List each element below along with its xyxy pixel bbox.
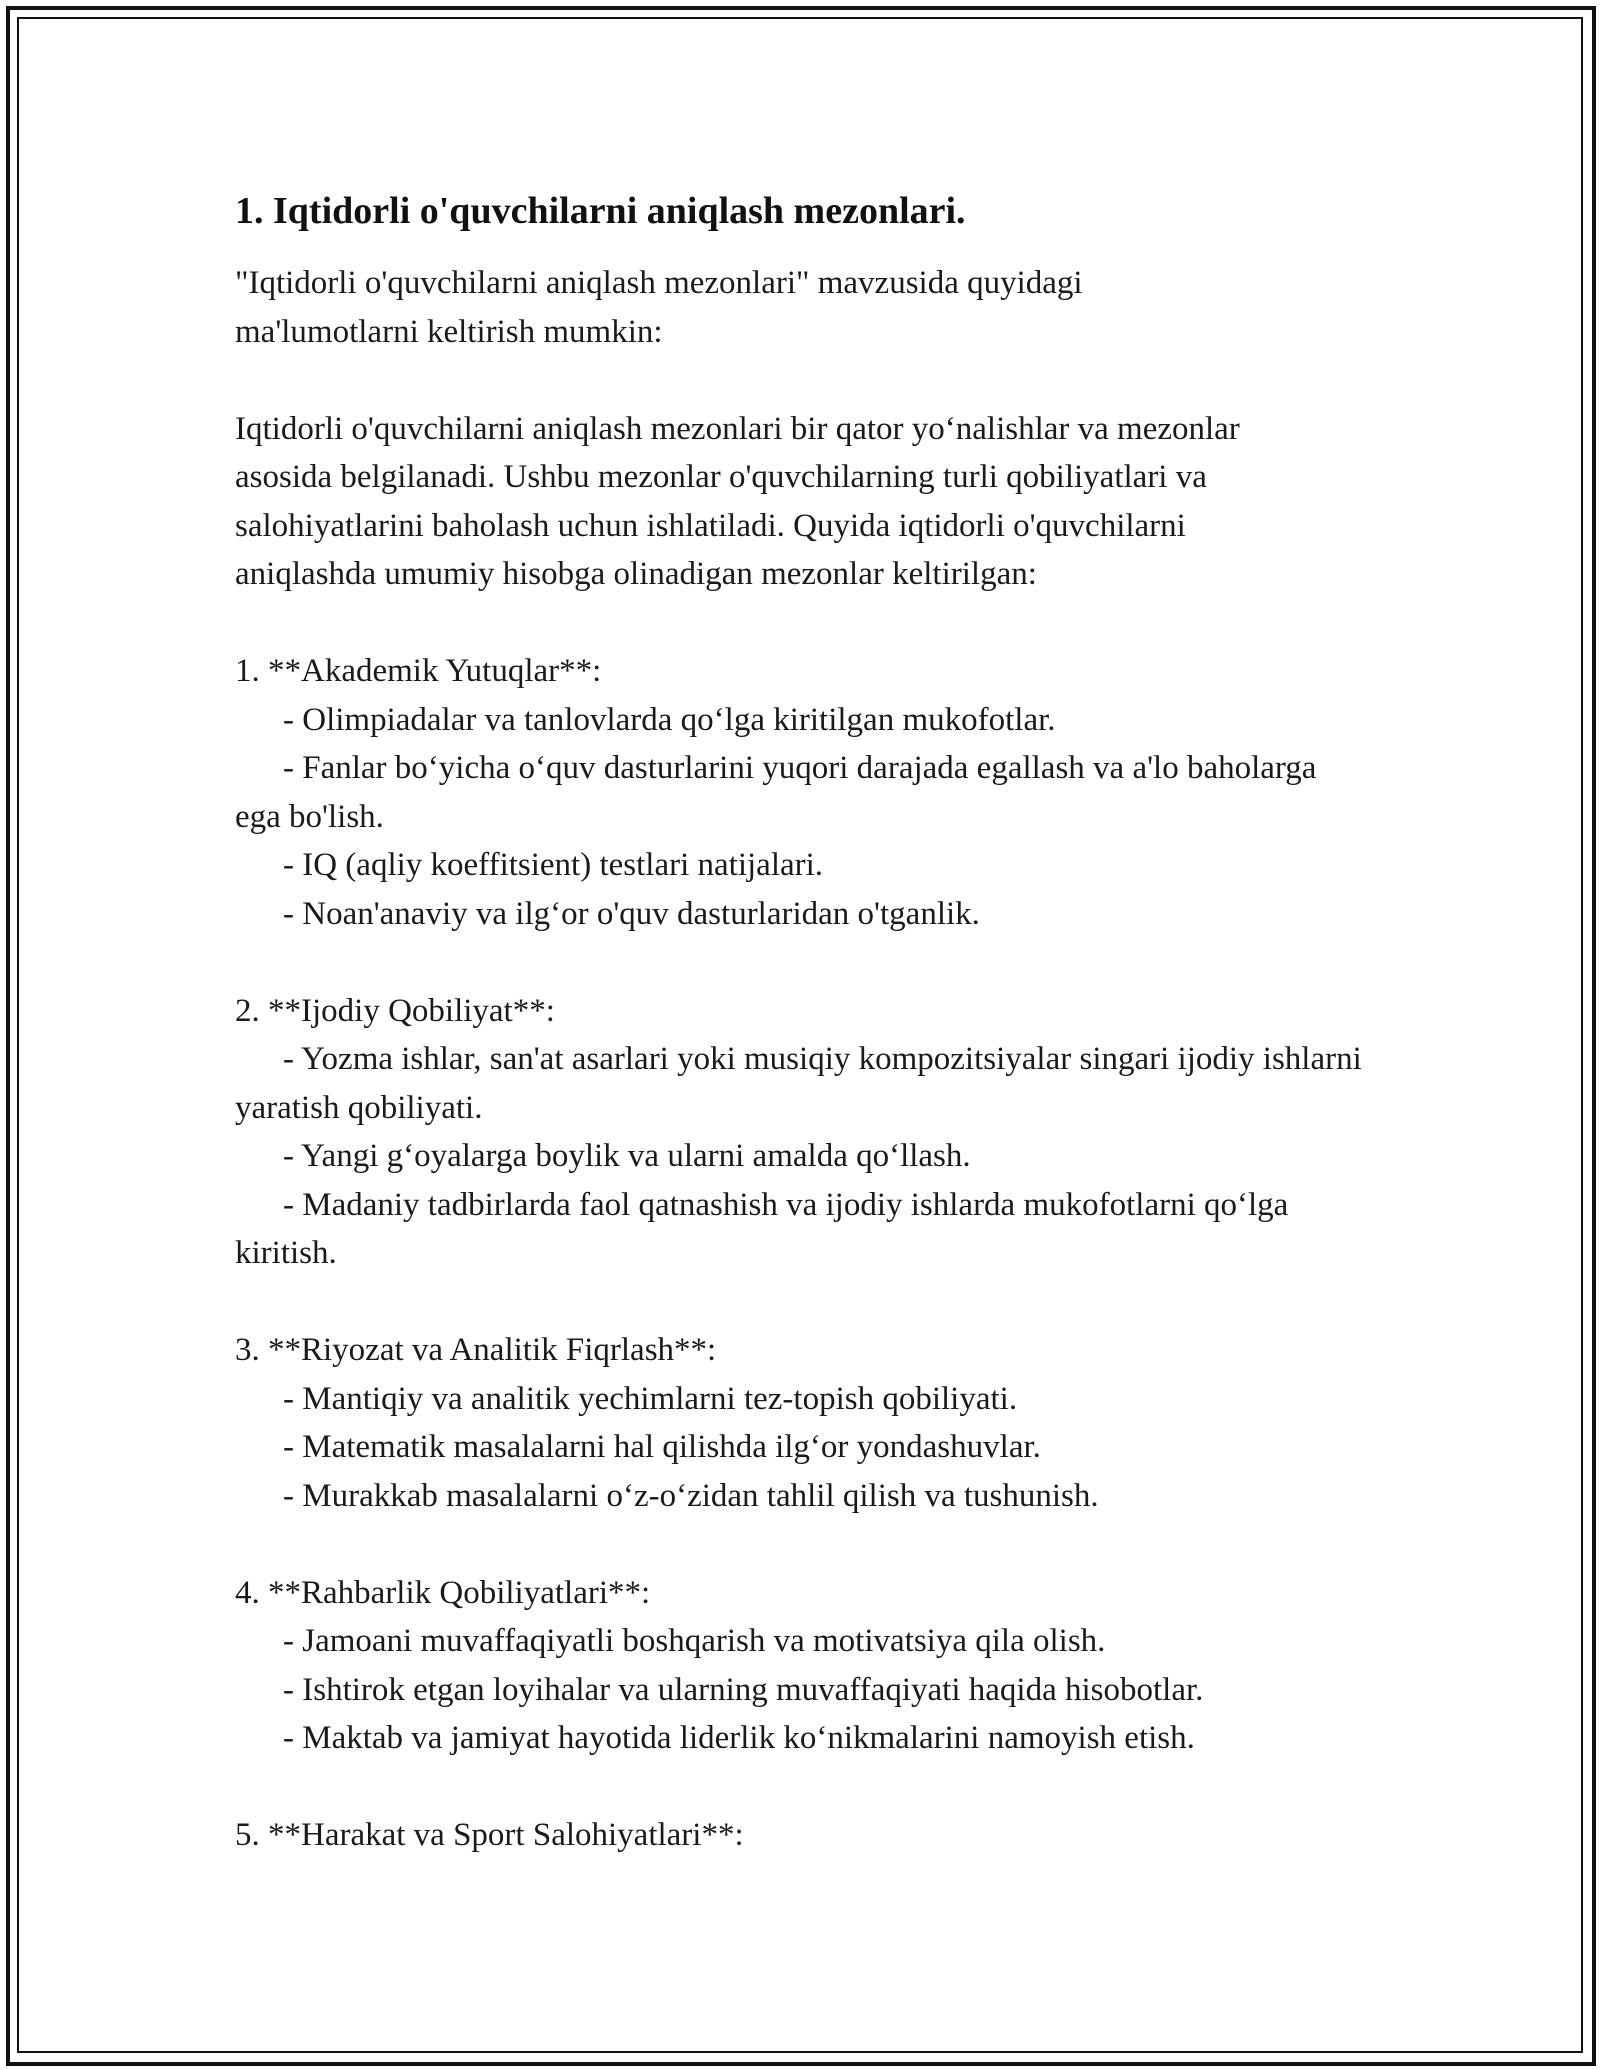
list-item: - Jamoani muvaffaqiyatli boshqarish va motivatsiya qila olish.: [283, 1623, 1106, 1659]
section-title: 1. **Akademik Yutuqlar**:: [235, 653, 602, 689]
document-body: [235, 185, 1365, 1860]
spacer: [235, 356, 1365, 405]
spacer: [235, 599, 1365, 648]
list-item: - Noan'anaviy va ilg‘or o'quv dasturlaridan o'tganlik.: [283, 895, 980, 932]
criteria-section: [235, 1569, 1365, 1763]
spacer: [235, 1520, 1365, 1569]
section-title: 3. **Riyozat va Analitik Fiqrlash**:: [235, 1332, 717, 1368]
criteria-section: [235, 1326, 1365, 1520]
document-heading: 1. Iqtidorli o'quvchilarni aniqlash mezonlari.: [235, 190, 966, 232]
section-title: 4. **Rahbarlik Qobiliyatlari**:: [235, 1574, 651, 1611]
spacer: [235, 1763, 1365, 1812]
criteria-section: [235, 647, 1365, 938]
list-item: - Mantiqiy va analitik yechimlarni tez-topish qobiliyati.: [283, 1380, 1018, 1417]
list-item: - Ishtirok etgan loyihalar va ularning muvaffaqiyati haqida hisobotlar.: [283, 1671, 1204, 1708]
list-item: - Yangi g‘oyalarga boylik va ularni amalda qo‘llash.: [283, 1138, 971, 1174]
criteria-section: [235, 1811, 1365, 1860]
list-item: - Fanlar bo‘yicha o‘quv dasturlarini yuqori darajada egallash va a'lo baholarga ega bo'lish.: [235, 750, 1317, 835]
intro-paragraph: "Iqtidorli o'quvchilarni aniqlash mezonlari" mavzusida quyidagi ma'lumotlarni keltirish mumkin:: [235, 265, 1083, 350]
list-item: - Matematik masalalarni hal qilishda ilg‘or yondashuvlar.: [283, 1429, 1041, 1465]
list-item: - Yozma ishlar, san'at asarlari yoki musiqiy kompozitsiyalar singari ijodiy ishlarni yaratish qobiliyati.: [235, 1041, 1362, 1126]
section-title: 2. **Ijodiy Qobiliyat**:: [235, 992, 555, 1029]
section-title: 5. **Harakat va Sport Salohiyatlari**:: [235, 1817, 744, 1853]
overview-paragraph: Iqtidorli o'quvchilarni aniqlash mezonlari bir qator yo‘nalishlar va mezonlar asosida belgilanadi. Ushbu mezonlar o'quvchilarning turli qobiliyatlari va salohiyatlarini baholash uchun ishlatiladi. Quyida iqtidorli o'quvchilarni aniqlashda umumiy hisobga olinadigan mezonlar keltirilgan:: [235, 410, 1240, 592]
list-item: - Murakkab masalalarni o‘z-o‘zidan tahlil qilish va tushunish.: [283, 1477, 1099, 1514]
list-item: - Madaniy tadbirlarda faol qatnashish va ijodiy ishlarda mukofotlarni qo‘lga kiritish.: [235, 1186, 1289, 1271]
list-item: - IQ (aqliy koeffitsient) testlari natijalari.: [283, 847, 824, 883]
spacer: [235, 1278, 1365, 1327]
spacer: [235, 938, 1365, 987]
list-item: - Olimpiadalar va tanlovlarda qo‘lga kiritilgan mukofotlar.: [283, 701, 1056, 738]
list-item: - Maktab va jamiyat hayotida liderlik ko‘nikmalarini namoyish etish.: [283, 1720, 1195, 1756]
criteria-section: [235, 987, 1365, 1278]
